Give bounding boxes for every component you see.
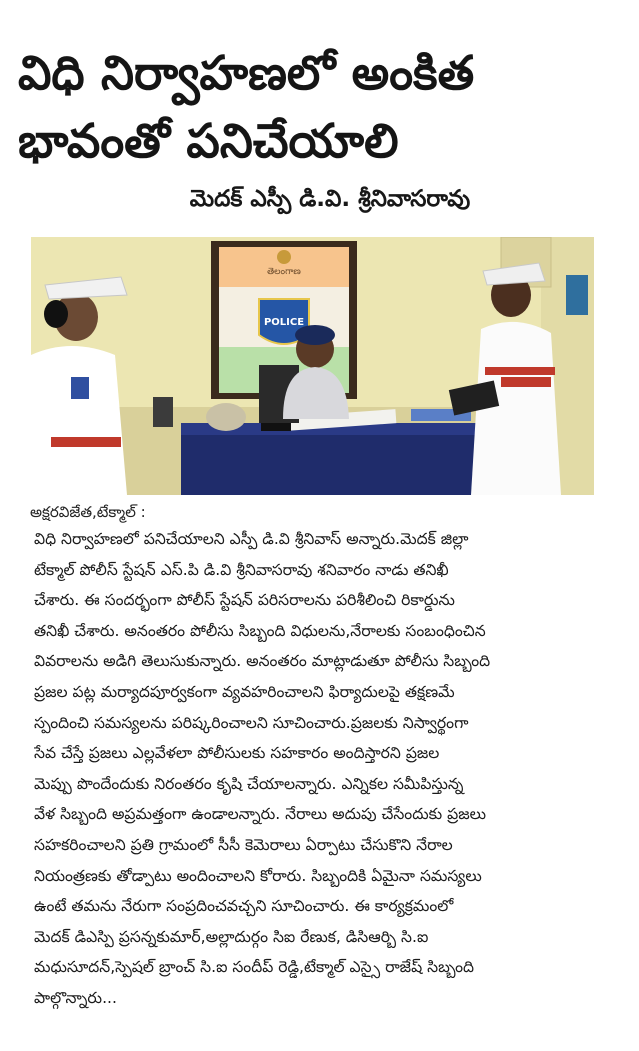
police-shield-text: POLICE [263,317,305,328]
headline-line-2: భావంతో పనిచేయాలి [18,114,399,169]
article-body [34,524,609,1014]
news-photo [31,237,594,495]
dateline: అక్షరవిజేత,టేక్మాల్ : [30,503,146,521]
article-line: టేక్మాల్ పోలీస్ స్టేషన్ ఎస్.పి డి.వి శ్రీనివాసరావు శనివారం నాడు తనిఖీ [34,560,449,579]
article-line: వివరాలను అడిగి తెలుసుకున్నారు. అనంతరం మాట్లాడుతూ పోలీసు సిబ్బంది [34,652,491,671]
article-line: సేవ చేస్తే ప్రజలు ఎల్లవేళలా పోలీసులకు సహకారం అందిస్తారని ప్రజల [34,744,440,763]
article-line: చేశారు. ఈ సందర్భంగా పోలీస్ స్టేషన్ పరిసరాలను పరిశీలించి రికార్డును [34,591,455,610]
article-line: వేళ సిబ్బంది అప్రమత్తంగా ఉండాలన్నారు. నేరాలు అదుపు చేసేందుకు ప్రజలు [34,805,487,824]
headline-line-1: విధి నిర్వాహణలో అంకిత [18,46,475,101]
article-line: మెప్పు పొందేందుకు నిరంతరం కృషి చేయాలన్నారు. ఎన్నికల సమీపిస్తున్న [34,774,464,793]
article-line: విధి నిర్వాహణలో పనిచేయాలని ఎస్పీ డి.వి శ్రీనివాస్ అన్నారు.మెదక్ జిల్లా [34,530,469,548]
article-line: తనిఖీ చేశారు. అనంతరం పోలీసు సిబ్బంది విధులను,నేరాలకు సంబంధించిన [34,621,486,640]
byline: మెదక్ ఎస్పీ డి.వి. శ్రీనివాసరావు [189,186,471,212]
article-line: ప్రజల పట్ల మర్యాదపూర్వకంగా వ్యవహరించాలని ఫిర్యాదులపై తక్షణమే [34,682,455,701]
headline [18,40,623,176]
article-line: మెదక్ డిఎస్పి ప్రసన్నకుమార్,అల్లాదుర్గం సిఐ రేణుక, డిసిఆర్బి సి.ఐ [34,927,429,946]
article-line: పాల్గొన్నారు... [34,988,117,1007]
article-line: సహకరించాలని ప్రతి గ్రామంలో సీసీ కెమెరాలు ఏర్పాటు చేసుకొని నేరాల [34,835,453,854]
news-photo-illustration [31,237,594,495]
article-line: ఉంటే తమను నేరుగా సంప్రదించవచ్చని సూచించారు. ఈ కార్యక్రమంలో [34,897,454,916]
article-line: మధుసూదన్,స్పెషల్ బ్రాంచ్ సి.ఐ సందీప్ రెడ్డి,టేక్మాల్ ఎస్సై రాజేష్ సిబ్బంది [34,958,475,977]
emblem-text: తెలంగాణ [267,267,301,277]
article-line: స్పందించి సమస్యలను పరిష్కరించాలని సూచించారు.ప్రజలకు నిస్వార్థంగా [34,713,469,732]
article-line: నియంత్రణకు తోడ్పాటు అందించాలని కోరారు. సిబ్బందికి ఏమైనా సమస్యలు [34,866,482,885]
